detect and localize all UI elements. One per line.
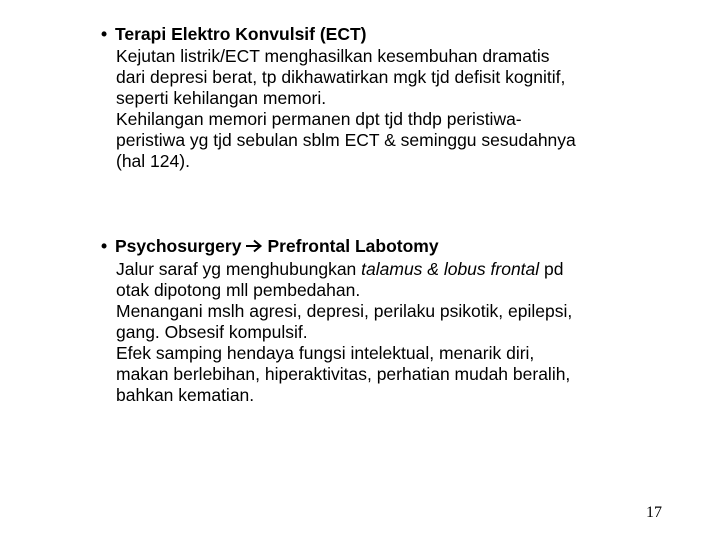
- right-arrow-icon: [245, 235, 263, 259]
- psychosurgery-heading-left: Psychosurgery: [115, 236, 242, 256]
- section-ect: [101, 22, 701, 172]
- section-psychosurgery: [101, 234, 701, 406]
- psychosurgery-heading: [101, 234, 701, 259]
- ect-paragraph-1: [116, 46, 701, 109]
- ect-heading: [101, 22, 701, 46]
- text-line: Kehilangan memori permanen dpt tjd thdp peristiwa-: [116, 109, 522, 129]
- text-line: peristiwa yg tjd sebulan sblm ECT & seminggu sesudahnya: [116, 130, 576, 150]
- text-segment: pd: [539, 259, 564, 280]
- text-line: gang. Obsesif kompulsif.: [116, 322, 308, 343]
- text-line: seperti kehilangan memori.: [116, 88, 327, 108]
- psychosurgery-paragraph-2: [116, 301, 701, 343]
- text-line: Menangani mslh agresi, depresi, perilaku psikotik, epilepsi,: [116, 301, 573, 322]
- italic-term: talamus & lobus frontal: [361, 259, 540, 280]
- text-line: Kejutan listrik/ECT menghasilkan kesembuhan dramatis: [116, 46, 550, 66]
- text-line: bahkan kematian.: [116, 385, 255, 406]
- page-number: 17: [646, 504, 662, 521]
- psychosurgery-paragraph-1: [116, 259, 701, 301]
- text-line: (hal 124).: [116, 151, 190, 171]
- text-segment: Jalur saraf yg menghubungkan: [116, 259, 362, 280]
- psychosurgery-paragraph-3: [116, 343, 701, 406]
- text-line: makan berlebihan, hiperaktivitas, perhatian mudah beralih,: [116, 364, 571, 385]
- bullet-icon: •: [101, 236, 108, 256]
- text-line: dari depresi berat, tp dikhawatirkan mgk tjd defisit kognitif,: [116, 67, 566, 87]
- ect-paragraph-2: [116, 109, 701, 172]
- text-line: Efek samping hendaya fungsi intelektual, menarik diri,: [116, 343, 535, 364]
- text-line: otak dipotong mll pembedahan.: [116, 280, 361, 301]
- text-line: [116, 259, 564, 279]
- psychosurgery-heading-right: Prefrontal Labotomy: [267, 236, 439, 256]
- bullet-icon: •: [101, 24, 108, 44]
- ect-heading-text: Terapi Elektro Konvulsif (ECT): [115, 24, 367, 44]
